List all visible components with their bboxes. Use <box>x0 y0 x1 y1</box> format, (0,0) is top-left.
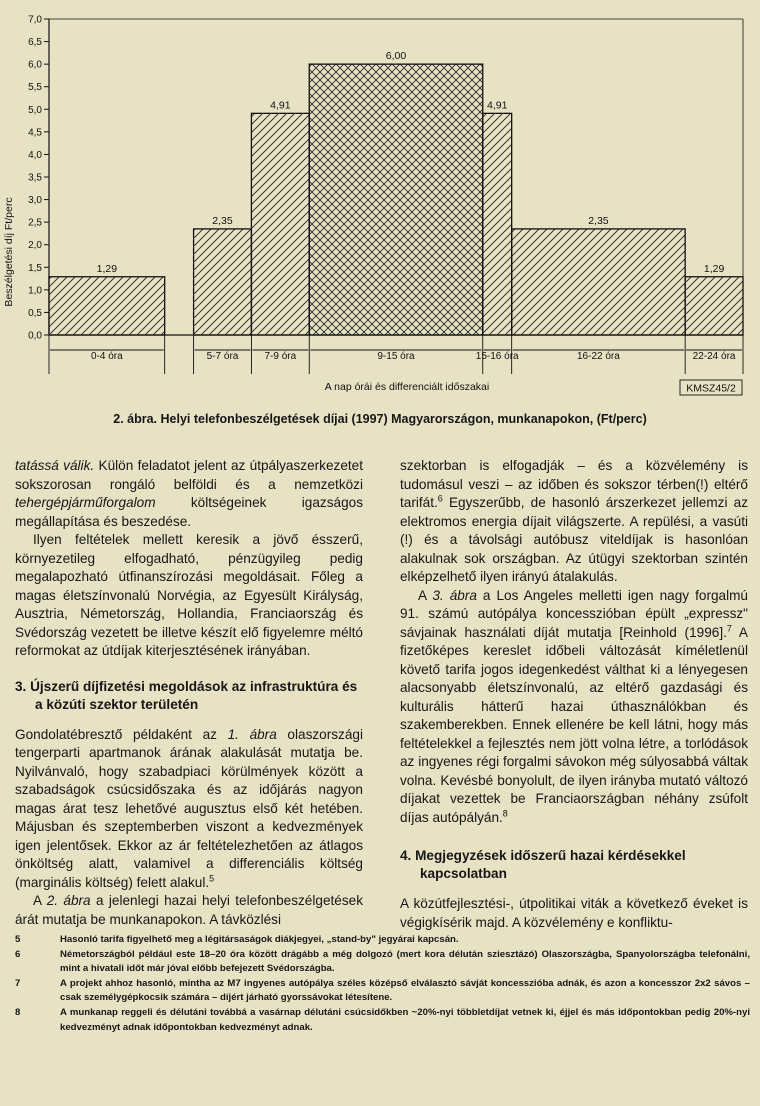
bar-0 <box>49 277 165 335</box>
x-category-label: 0-4 óra <box>90 351 123 362</box>
y-tick-label: 2,5 <box>28 217 42 229</box>
bar-value-label: 1,29 <box>96 262 118 275</box>
left-paragraph-3: Gondolatébresztő példaként az 1. ábra olaszországi tengerparti apartmanok árának alakulását mutatja be. Nyilvánvaló, hogy szabadpiaci körülmények között a szabadságok csúcsidőszaka és az időjárás nagyon magas árat tesz lehetővé augusztus első két hetében. Májusban és szeptemberben viszont a kedvezmények igen jelentősek. Ekkor az ár feltételezhetően az átlagos önköltség alatt, valamivel a differenciális költség (marginális költség) felett alakul.$^5$ <box>15 726 363 890</box>
right-paragraph-1: szektorban is elfogadják – és a közvélemény is tudomásul veszi – az időben és sokszor térben(!) eltérő tarifát.$^6$ Egyszerűbb, de hasonló árszerkezet jellemzi az elektromos energia díjait világszerte. A repülési, a vasúti (!) és a távolsági autóbusz viteldíjak is hasonlóan alakulnak sok országban. Az útügyi szektorban szintén elképzelhető ilyen irányú átalakulás. <box>400 458 748 584</box>
y-tick-label: 1,0 <box>28 285 42 297</box>
y-axis-label: Beszélgetési díj Ft/perc <box>3 197 15 307</box>
x-category-label: 7-9 óra <box>264 351 297 362</box>
y-tick-label: 6,0 <box>28 59 42 71</box>
left-paragraph-4: A 2. ábra a jelenlegi hazai helyi telefonbeszélgetések árát mutatja be munkanapokon. A távközlési <box>15 893 363 927</box>
x-category-label: 16-22 óra <box>577 351 620 362</box>
bar-value-label: 2,35 <box>588 214 609 227</box>
bar-value-label: 4,91 <box>270 99 291 112</box>
y-tick-label: 2,0 <box>28 240 42 252</box>
footnote-7: 7 A projekt ahhoz hasonló, mintha az M7 ingyenes autópálya széles középső elválasztó sávját koncesszióba adnák, és azon a koncesszor 2x2 sávos – csak személygépkocsik számára – díjért járható gyorssávokat létesítene. <box>15 977 750 1004</box>
x-category-label: 15-16 óra <box>475 351 519 362</box>
y-tick-label: 4,5 <box>28 127 42 139</box>
footnote-5: 5 Hasonló tarifa figyelhető meg a légitársaságok diákjegyei, „stand-by" jegyárai kapcsán. <box>15 934 459 945</box>
y-tick-label: 5,5 <box>28 82 42 94</box>
source-tag: KMSZ45/2 <box>686 382 736 395</box>
section-4-heading: 4. Megjegyzések időszerű hazai kérdésekkel kapcsolatban <box>400 848 686 881</box>
footnote-6: 6 Németországból például este 18–20 óra között drágább a még dolgozó (mert kora délután sziesztázó) Olaszországba, Spanyolországba telefonálni, mint a hivatali időt már jóval előbb befejezett Svédországba. <box>15 948 750 975</box>
footnotes <box>15 933 750 1035</box>
left-paragraph-2: Ilyen feltételek mellett keresik a jövő ésszerű, környezetileg elfogadható, pénzügyileg pedig megalapozható útfinanszírozási megoldásait. Főleg a magas életszínvonalú Norvégia, az Egyesült Királyság, Ausztria, Németország, Hollandia, Franciaország és Svédország vezetett be illetve készít elő figyelemre méltó reformokat az útdíjak kiterjesztésének irányában. <box>15 532 363 658</box>
y-tick-label: 3,0 <box>28 195 42 207</box>
bar-4 <box>483 113 512 335</box>
bar-value-label: 2,35 <box>212 214 233 227</box>
right-paragraph-3: A közútfejlesztési-, útpolitikai viták a következő éveket is végigkísérik majd. A közvélemény e konfliktu- <box>400 896 748 930</box>
figure-caption: 2. ábra. Helyi telefonbeszélgetések díjai (1997) Magyarországon, munkanapokon, (Ft/perc) <box>113 412 647 426</box>
histogram-chart <box>0 0 760 405</box>
x-category-label: 22-24 óra <box>692 351 736 362</box>
bar-2 <box>251 113 309 335</box>
right-paragraph-2: A 3. ábra a Los Angeles melletti igen nagy forgalmú 91. számú autópálya koncesszióban épült „expressz" sávjainak használati díját mutatja [Reinhold (1996].$^7$ A fizetőképes kereslet időbeli változását kíméletlenül követő tarifa jogos idegenkedést válthat ki a lényegesen alacsonyabb életszínvonalú, az eltérő gazdasági és kulturális hátterű hazai úthasználókban és szakemberekben. Ennek ellenére be kell látni, hogy más feltételekkel a fejlesztés nem jött volna létre, a torlódások az ingyenes régi forgalmi sávokon még súlyosabbá váltak volna. Kevésbé bonyolult, de ilyen irányba mutató változó díjakat vezettek be Franciaországban néhány zsúfolt díjas autópályán.$^8$ <box>400 587 748 825</box>
y-tick-label: 0,0 <box>28 330 42 342</box>
bar-value-label: 1,29 <box>703 262 725 275</box>
y-tick-label: 3,5 <box>28 172 42 184</box>
y-tick-label: 5,0 <box>28 104 42 116</box>
left-paragraph-1: tatássá válik. Külön feladatot jelent az útpályaszerkezetet sokszorosan rongáló belföldi és a nemzetközi tehergépjárműforgalom költségeinek igazságos megállapítása és beszedése. <box>15 458 363 529</box>
bar-value-label: 4,91 <box>486 99 508 112</box>
bar-value-label: 6,00 <box>385 50 407 63</box>
y-tick-label: 7,0 <box>28 14 42 26</box>
bar-5 <box>512 229 685 335</box>
x-axis-label: A nap órái és differenciált időszakai <box>324 381 490 393</box>
y-tick-label: 4,0 <box>28 149 42 161</box>
left-column <box>15 457 363 929</box>
footnote-8: 8 A munkanap reggeli és délutáni továbbá a vasárnap délutáni csúcsidőkben ~20%-nyi többletdíjat vetnek ki, éjjel és más időpontokban pedig 20%-nyi kedvezményt adnak időpontokban kedvezményt adnak. <box>15 1006 750 1033</box>
section-3-heading: 3. Újszerű díjfizetési megoldások az infrastruktúra és a közúti szektor területén <box>15 678 358 712</box>
x-category-label: 5-7 óra <box>206 351 239 362</box>
y-tick-label: 1,5 <box>28 262 42 274</box>
y-tick-label: 0,5 <box>28 307 42 319</box>
x-category-label: 9-15 óra <box>377 351 415 362</box>
right-column <box>400 457 748 932</box>
y-tick-label: 6,5 <box>28 37 42 49</box>
bar-6 <box>685 277 743 335</box>
bar-1 <box>194 229 252 335</box>
bar-3 <box>309 64 483 335</box>
